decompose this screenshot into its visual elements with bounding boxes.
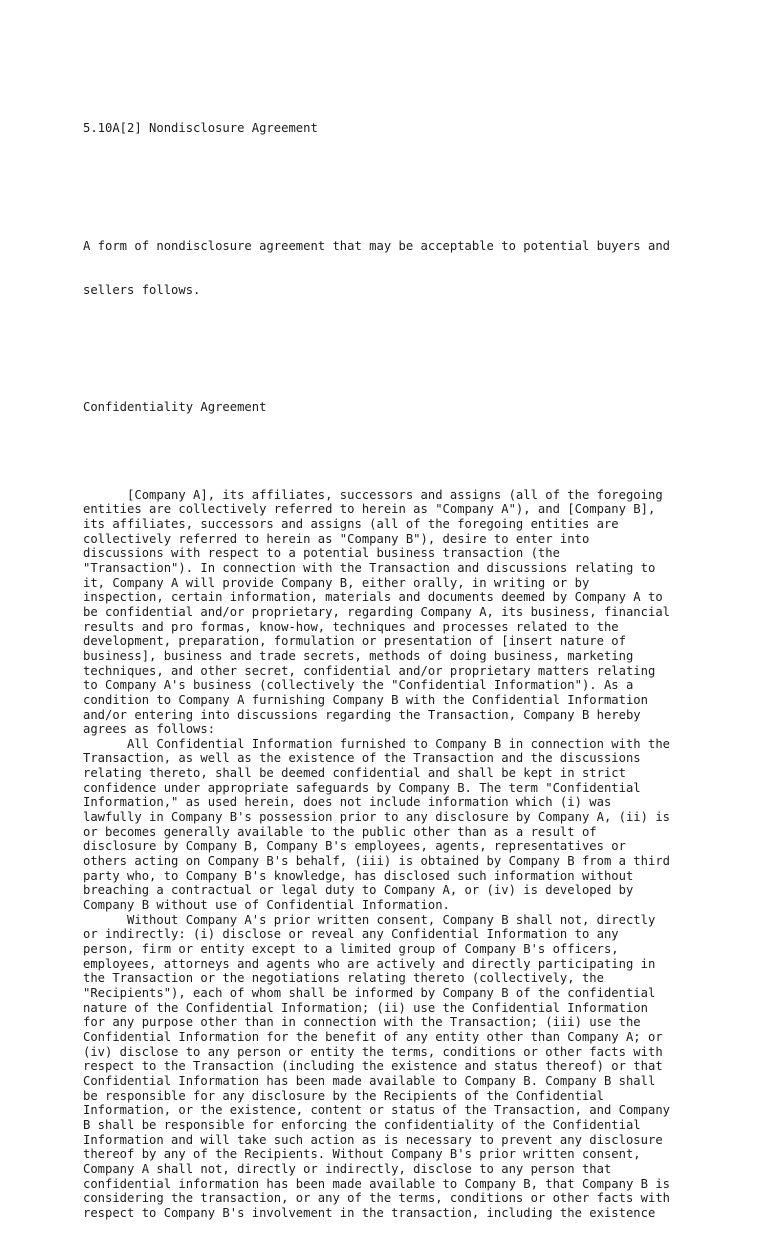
spacer	[83, 356, 733, 371]
body-line: or becomes generally available to the public other than as a result of	[83, 824, 597, 839]
body-line: be confidential and/or proprietary, regarding Company A, its business, financial	[83, 604, 670, 619]
body-line: business], business and trade secrets, methods of doing business, marketing	[83, 648, 634, 663]
body-line: condition to Company A furnishing Company B with the Confidential Information	[83, 692, 648, 707]
body-line: others acting on Company B's behalf, (iii) is obtained by Company B from a third	[83, 854, 670, 869]
body-line: collectively referred to herein as "Company B"), desire to enter into	[83, 531, 590, 546]
body-line: "Recipients"), each of whom shall be informed by Company B of the confidential	[83, 985, 656, 1000]
body-line: "Transaction"). In connection with the Transaction and discussions relating to	[83, 560, 656, 575]
body-line: Confidential Information for the benefit of any entity other than Company A; or	[83, 1029, 663, 1044]
body-line: Without Company A's prior written consent, Company B shall not, directly	[83, 912, 656, 927]
body-line: All Confidential Information furnished to Company B in connection with the	[83, 736, 670, 751]
body-line: breaching a contractual or legal duty to Company A, or (iv) is developed by	[83, 883, 634, 898]
body-line: discussions with respect to a potential business transaction (the	[83, 546, 560, 561]
body-line: confidential information has been made available to Company B, that Company B is	[83, 1176, 670, 1191]
body-line: [Company A], its affiliates, successors and assigns (all of the foregoing	[83, 487, 663, 502]
section-heading: 5.10A[2] Nondisclosure Agreement	[83, 121, 318, 136]
body-line: party who, to Company B's knowledge, has disclosed such information without	[83, 868, 634, 883]
body-line: it, Company A will provide Company B, either orally, in writing or by	[83, 575, 590, 590]
body-line: Company A shall not, directly or indirectly, disclose to any person that	[83, 1161, 612, 1176]
body-line: the Transaction or the negotiations relating thereto (collectively, the	[83, 971, 604, 986]
body-line: results and pro formas, know-how, techniques and processes related to the	[83, 619, 619, 634]
body-line: to Company A's business (collectively the "Confidential Information"). As a	[83, 678, 634, 693]
body-line: relating thereto, shall be deemed confidential and shall be kept in strict	[83, 766, 626, 781]
body-line: B shall be responsible for enforcing the confidentiality of the Confidential	[83, 1117, 641, 1132]
body-line: development, preparation, formulation or presentation of [insert nature of	[83, 634, 626, 649]
body-line: agrees as follows:	[83, 722, 216, 737]
intro-paragraph	[83, 209, 733, 326]
body-line: lawfully in Company B's possession prior to any disclosure by Company A, (ii) is	[83, 810, 670, 825]
spacer	[83, 165, 733, 180]
body-line: Company B without use of Confidential Information.	[83, 898, 450, 913]
body-line: person, firm or entity except to a limited group of Company B's officers,	[83, 942, 619, 957]
body-line: employees, attorneys and agents who are actively and directly participating in	[83, 956, 656, 971]
body-line: or indirectly: (i) disclose or reveal any Confidential Information to any	[83, 927, 619, 942]
body-line: for any purpose other than in connection with the Transaction; (iii) use the	[83, 1015, 641, 1030]
agreement-body	[83, 488, 733, 1221]
body-line: Confidential Information has been made available to Company B. Company B shall	[83, 1073, 656, 1088]
body-line: disclosure by Company B, Company B's employees, agents, representatives or	[83, 839, 626, 854]
body-line: Information," as used herein, does not include information which (i) was	[83, 795, 612, 810]
body-line: its affiliates, successors and assigns (all of the foregoing entities are	[83, 516, 619, 531]
body-line: be responsible for any disclosure by the Recipients of the Confidential	[83, 1088, 604, 1103]
body-line: respect to Company B's involvement in the transaction, including the existence	[83, 1205, 656, 1220]
body-line: and/or entering into discussions regarding the Transaction, Company B hereby	[83, 707, 641, 722]
body-line: thereof by any of the Recipients. Without Company B's prior written consent,	[83, 1147, 641, 1162]
body-line: inspection, certain information, materials and documents deemed by Company A to	[83, 590, 663, 605]
agreement-title: Confidentiality Agreement	[83, 399, 267, 414]
intro-line: sellers follows.	[83, 282, 201, 297]
body-line: nature of the Confidential Information; (ii) use the Confidential Information	[83, 1000, 648, 1015]
document-page	[83, 92, 733, 1235]
body-line: Transaction, as well as the existence of the Transaction and the discussions	[83, 751, 641, 766]
body-line: (iv) disclose to any person or entity the terms, conditions or other facts with	[83, 1044, 663, 1059]
body-line: confidence under appropriate safeguards by Company B. The term "Confidential	[83, 780, 641, 795]
body-line: Information and will take such action as is necessary to prevent any disclosure	[83, 1132, 663, 1147]
intro-line: A form of nondisclosure agreement that may be acceptable to potential buyers and	[83, 238, 670, 253]
body-line: techniques, and other secret, confidential and/or proprietary matters relating	[83, 663, 656, 678]
body-line: considering the transaction, or any of the terms, conditions or other facts with	[83, 1191, 670, 1206]
spacer	[83, 444, 733, 459]
body-line: entities are collectively referred to herein as "Company A"), and [Company B],	[83, 502, 656, 517]
body-line: respect to the Transaction (including the existence and status thereof) or that	[83, 1059, 663, 1074]
body-line: Information, or the existence, content or status of the Transaction, and Company	[83, 1103, 670, 1118]
